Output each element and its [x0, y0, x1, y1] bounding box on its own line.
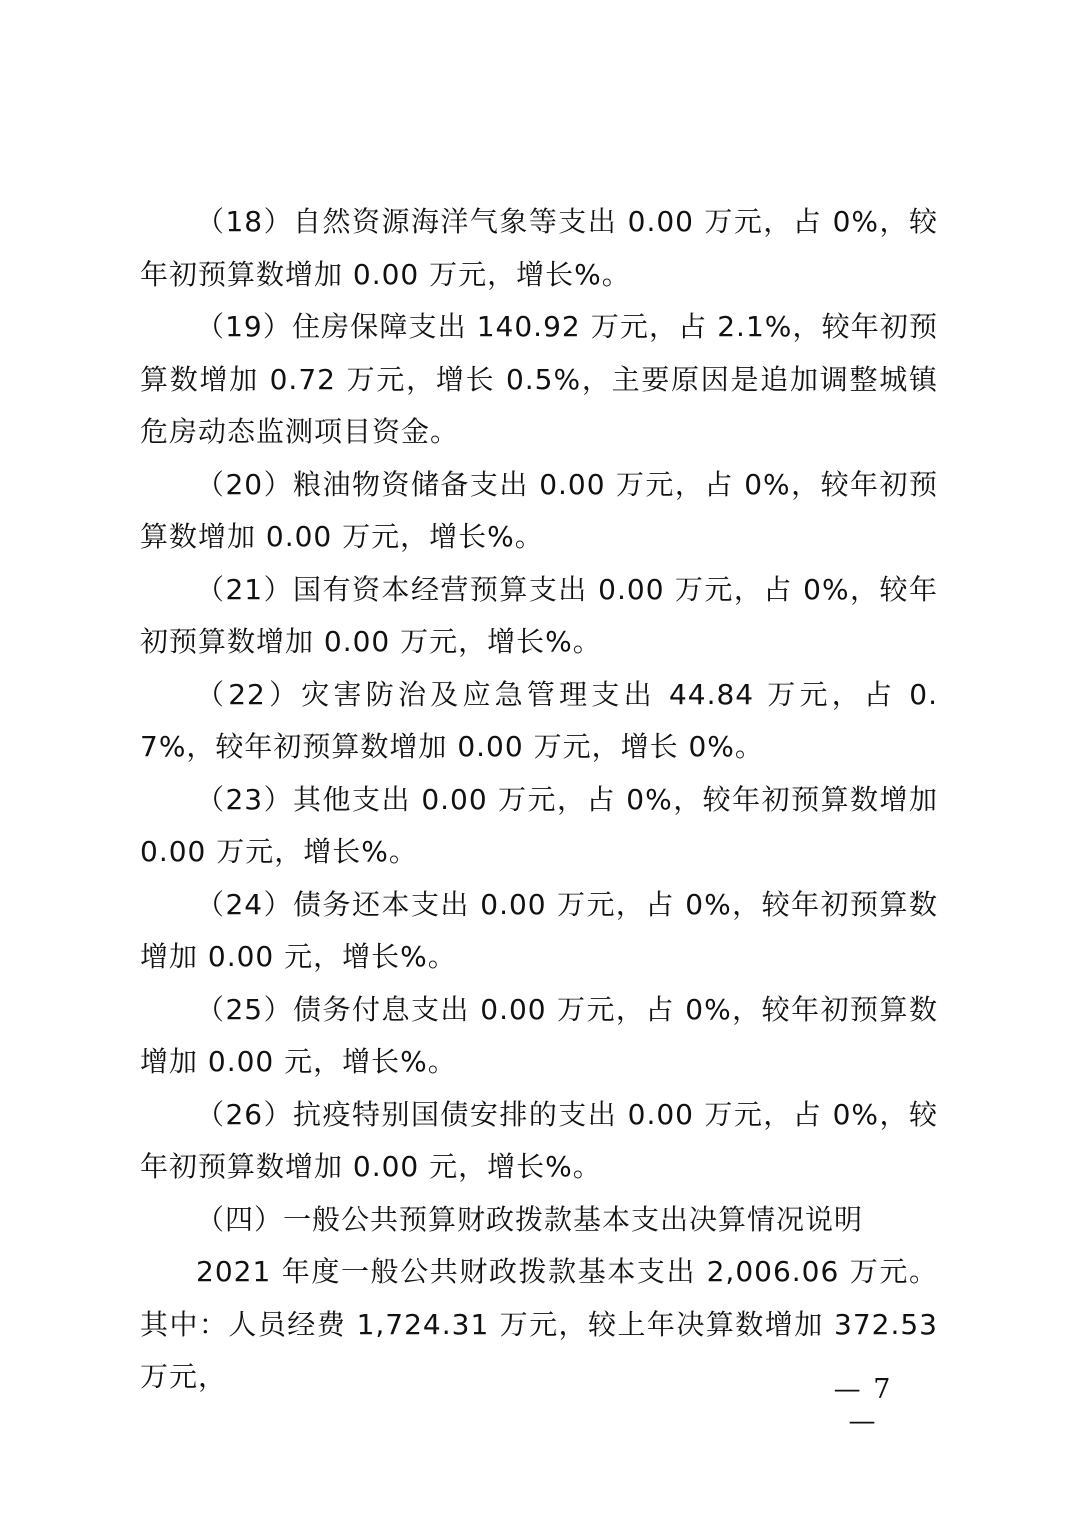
paragraph-item-26: （26）抗疫特别国债安排的支出 0.00 万元，占 0%，较年初预算数增加 0.00 元，增长%。 [140, 1097, 938, 1183]
paragraph-item-19: （19）住房保障支出 140.92 万元，占 2.1%，较年初预算数增加 0.72 万元，增长 0.5%，主要原因是追加调整城镇危房动态监测项目资金。 [140, 310, 938, 448]
paragraph-item-18: （18）自然资源海洋气象等支出 0.00 万元，占 0%，较年初预算数增加 0.00 万元，增长%。 [140, 205, 938, 291]
section-heading: （四）一般公共预算财政拨款基本支出决算情况说明 [196, 1202, 864, 1236]
paragraph-item-25: （25）债务付息支出 0.00 万元，占 0%，较年初预算数增加 0.00 元，增长%。 [140, 992, 938, 1078]
page-content [140, 196, 938, 1404]
paragraph-item-24: （24）债务还本支出 0.00 万元，占 0%，较年初预算数增加 0.00 元，增长%。 [140, 887, 938, 973]
paragraph-item-22: （22）灾害防治及应急管理支出 44.84 万元，占 0.7%，较年初预算数增加 0.00 万元，增长 0%。 [140, 677, 938, 763]
paragraph-item-20: （20）粮油物资储备支出 0.00 万元，占 0%，较年初预算数增加 0.00 万元，增长%。 [140, 467, 938, 553]
page-number: — 7 — [833, 1374, 893, 1437]
paragraph-item-23: （23）其他支出 0.00 万元，占 0%，较年初预算数增加 0.00 万元，增长%。 [140, 782, 938, 868]
body-paragraph: 2021 年度一般公共财政拨款基本支出 2,006.06 万元。其中：人员经费 1,724.31 万元，较上年决算数增加 372.53 万元， [140, 1255, 938, 1393]
paragraph-item-21: （21）国有资本经营预算支出 0.00 万元，占 0%，较年初预算数增加 0.00 万元，增长%。 [140, 572, 938, 658]
